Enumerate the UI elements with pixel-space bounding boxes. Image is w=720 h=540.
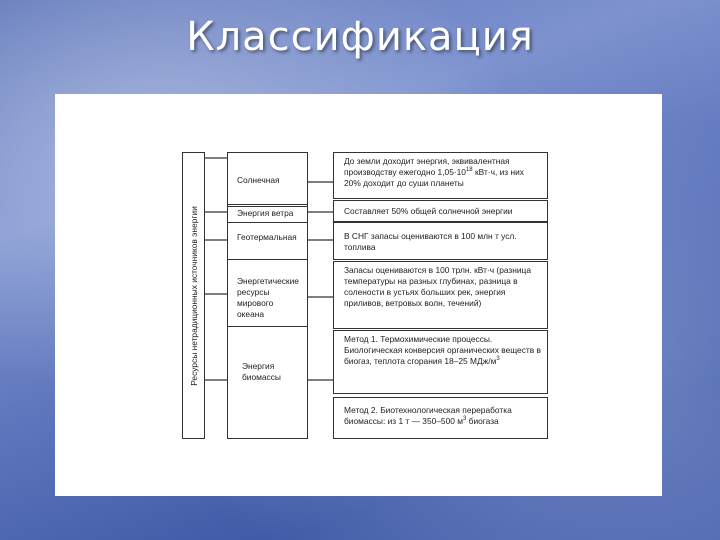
description-text-biomass-method2-part2: биогаза: [466, 416, 499, 426]
root-category-label: Ресурсы нетрадиционных источников энергии: [188, 205, 199, 386]
description-box-biomass-method1: [333, 330, 548, 394]
description-biomass-method1-exponent: 3: [496, 356, 500, 363]
source-box-ocean: [227, 259, 308, 327]
description-text-biomass-method2: [344, 405, 541, 427]
description-text-wind: Составляет 50% общей солнечной энергии: [344, 206, 513, 216]
root-category-box: [182, 152, 205, 439]
diagram-panel: [55, 94, 662, 496]
description-text-geothermal: В СНГ запасы оцениваются в 100 млн т усл. топлива: [344, 231, 517, 252]
description-text-biomass-method1: [344, 334, 541, 367]
description-box-biomass-method2: [333, 397, 548, 439]
source-box-biomass: [227, 326, 308, 439]
source-label-geothermal: Геотермальная: [237, 232, 297, 242]
source-label-biomass: Энергия биомассы: [242, 361, 281, 382]
slide-title: Классификация: [186, 14, 534, 60]
description-box-solar: [333, 152, 548, 199]
description-solar-exponent: 18: [465, 167, 473, 174]
description-text-solar-part1: До земли доходит энергия, эквивалентная производству ежегодно 1,05·10: [344, 156, 510, 177]
source-box-solar: [227, 152, 308, 207]
description-biomass-method2-exponent: 3: [462, 416, 467, 423]
description-text-solar-part2: кВт·ч, из них 20% доходит до суши планеты: [344, 167, 524, 188]
description-box-wind: [333, 200, 548, 222]
source-label-ocean: Энергетические ресурсы мирового океана: [237, 276, 299, 319]
source-label-wind: Энергия ветра: [237, 208, 294, 218]
description-text-biomass-method2-part1: Метод 2. Биотехнологическая переработка биомассы: из 1 т — 350–500 м: [344, 405, 512, 426]
description-text-biomass-method1-main: Метод 1. Термохимические процессы. Биологическая конверсия органических веществ в биогаз, теплота сгорания 18–25 МДж/м: [344, 334, 541, 366]
source-box-wind: [227, 204, 308, 223]
description-text-ocean: Запасы оцениваются в 100 трлн. кВт·ч (разница температуры на разных глубинах, разница в солености в устьях больших рек, энергия приливов, ветровых волн, течений): [344, 265, 532, 308]
description-text-solar: [344, 156, 541, 189]
source-label-solar: Солнечная: [237, 175, 280, 185]
source-box-geothermal: [227, 222, 308, 260]
description-box-geothermal: [333, 222, 548, 260]
description-box-ocean: [333, 261, 548, 329]
